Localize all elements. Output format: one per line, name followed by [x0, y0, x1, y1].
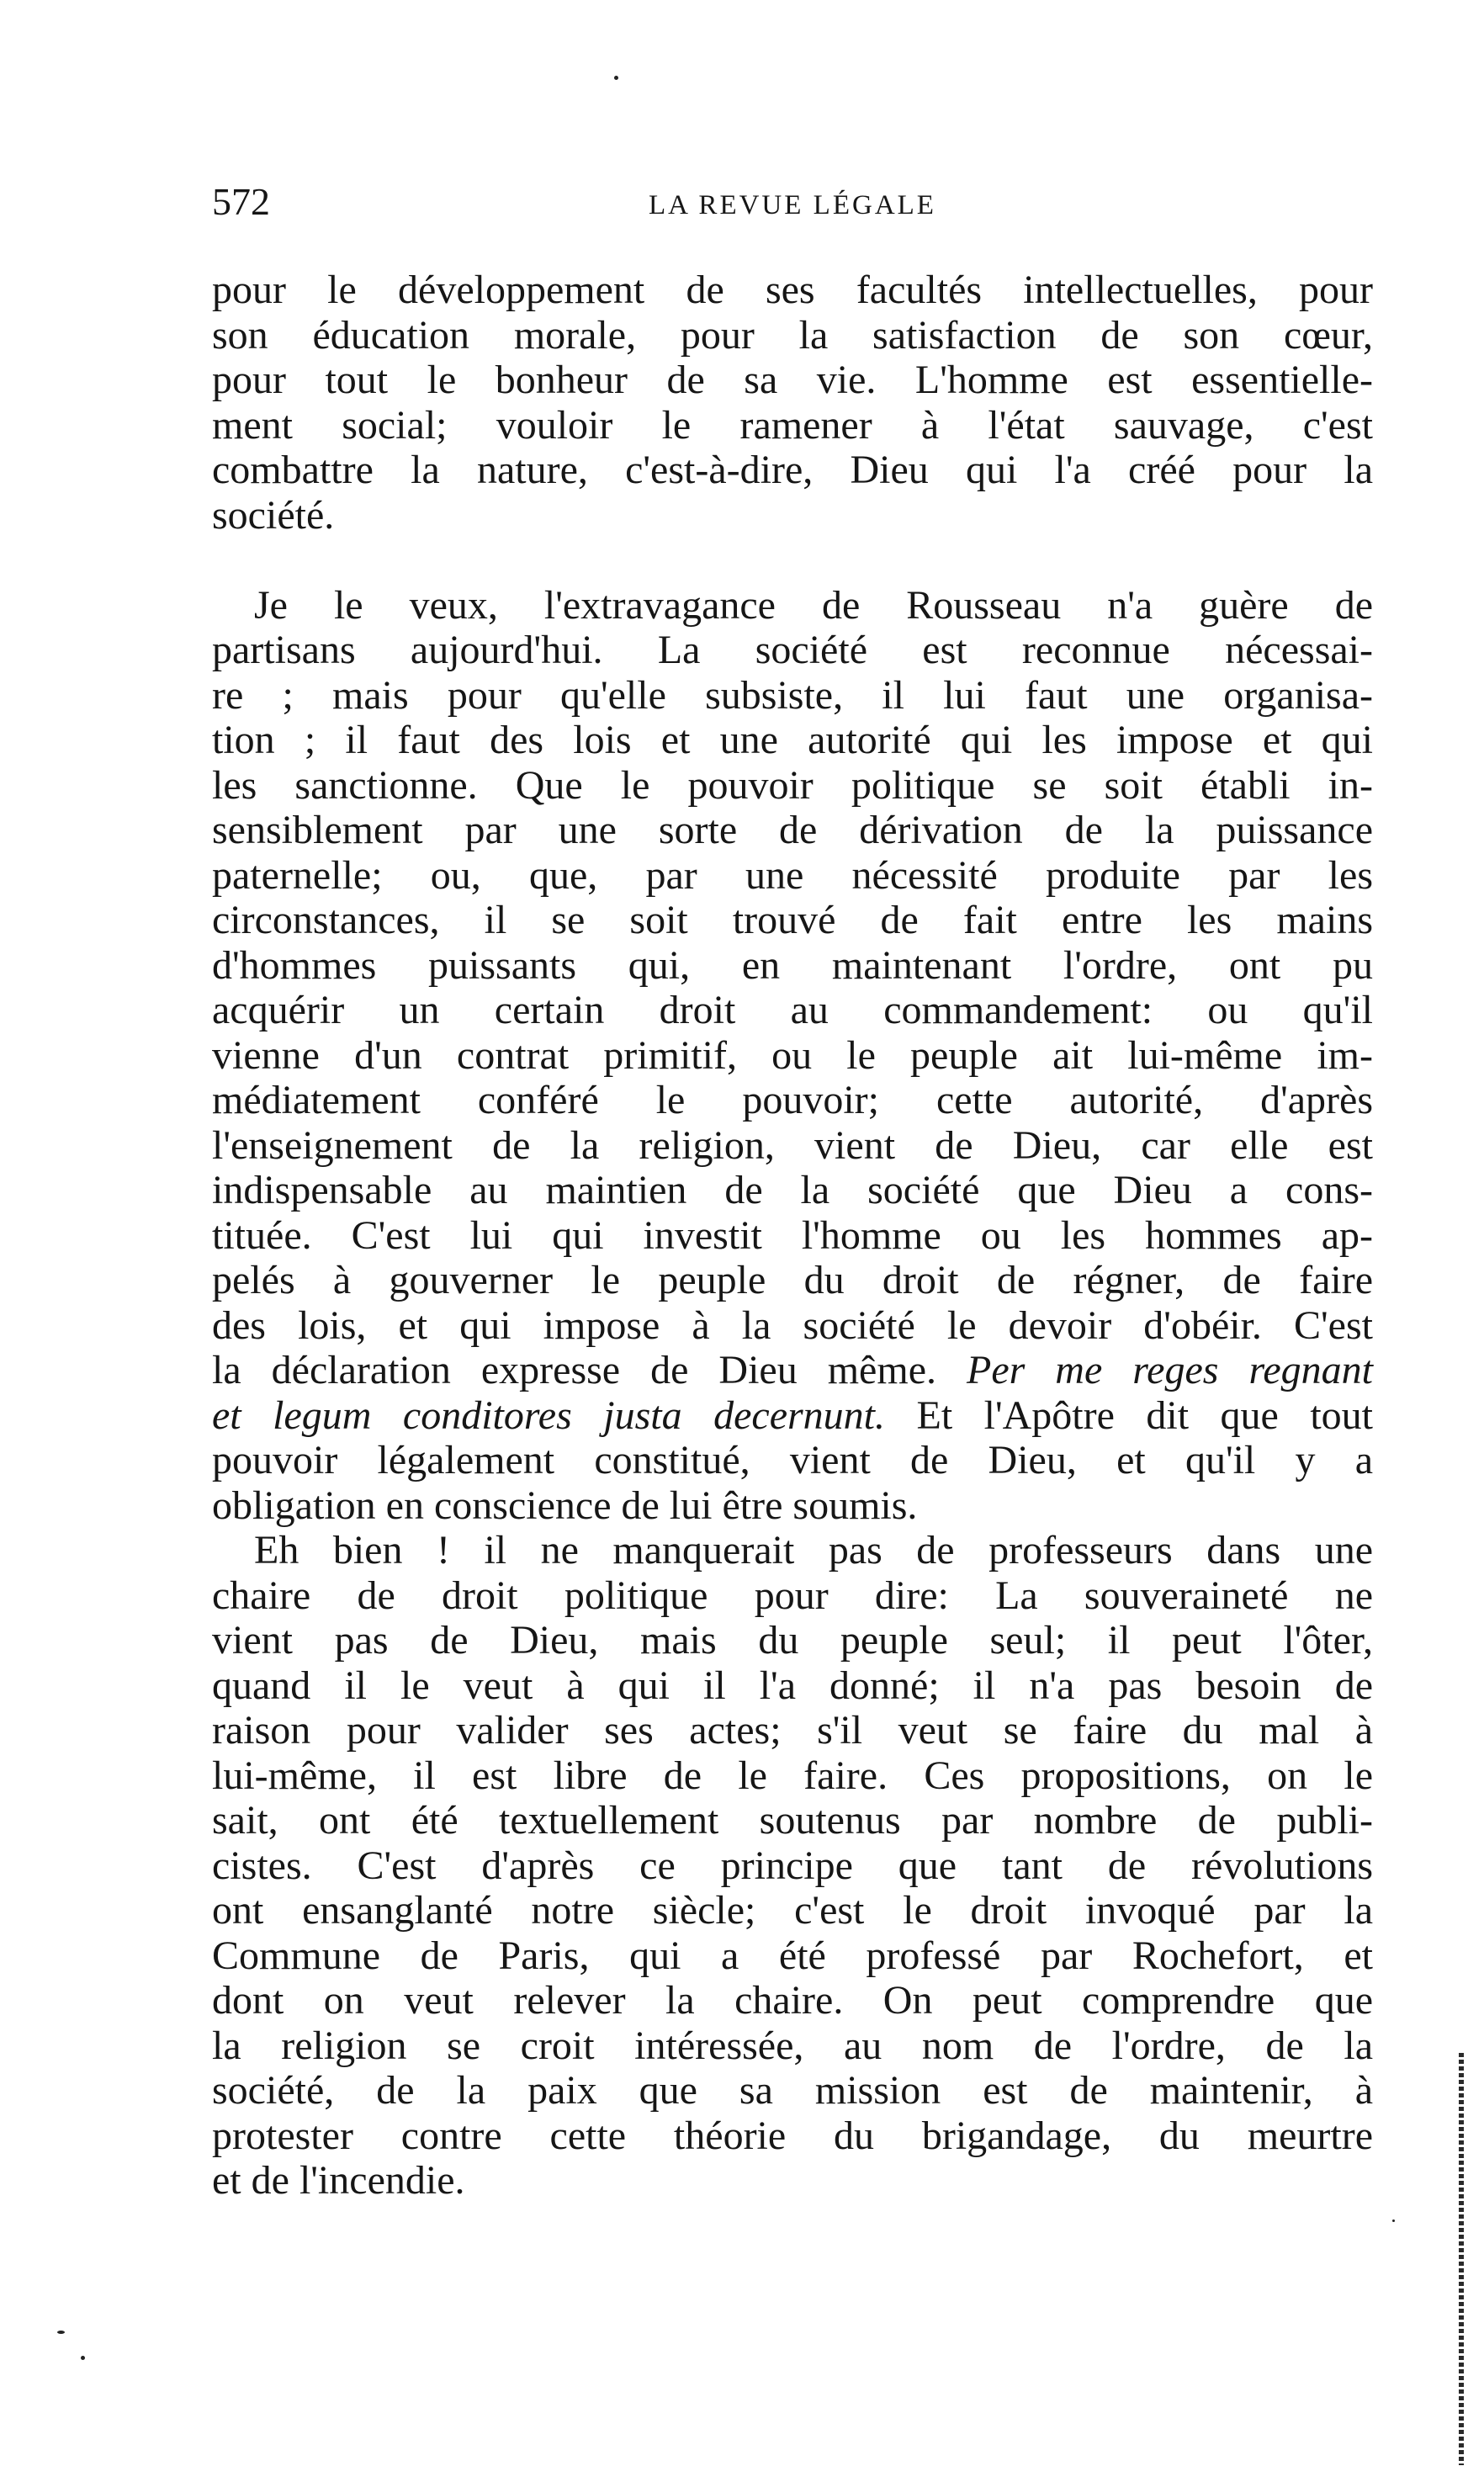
text-line: circonstances, il se soit trouvé de fait entre les mains	[212, 898, 1373, 942]
text-line: vient pas de Dieu, mais du peuple seul; il peut l'ôter,	[212, 1618, 1373, 1663]
text-line: quand il le veut à qui il l'a donné; il n'a pas besoin de	[212, 1663, 1373, 1708]
text-line: indispensable au maintien de la société que Dieu a cons-	[212, 1168, 1373, 1212]
text-line: acquérir un certain droit au commandement: ou qu'il	[212, 988, 1373, 1032]
text-line: combattre la nature, c'est-à-dire, Dieu qui l'a créé pour la	[212, 448, 1373, 492]
paragraph-1	[212, 268, 1373, 538]
body-text	[212, 268, 1373, 2204]
text-line: paternelle; ou, que, par une nécessité produite par les	[212, 852, 1373, 898]
text-line: ont ensanglanté notre siècle; c'est le droit invoqué par la	[212, 1888, 1373, 1933]
text-line: re ; mais pour qu'elle subsiste, il lui faut une organisa-	[212, 672, 1373, 718]
scan-speck	[614, 76, 618, 80]
text-line: raison pour valider ses actes; s'il veut se faire du mal à	[212, 1708, 1373, 1753]
scan-edge-marks	[1459, 2053, 1464, 2465]
text-line: partisans aujourd'hui. La société est reconnue nécessai-	[212, 628, 1373, 672]
paragraph-2	[212, 583, 1373, 1529]
text-line: pouvoir légalement constitué, vient de Dieu, et qu'il y a	[212, 1438, 1373, 1482]
scan-speck	[1392, 2219, 1395, 2222]
text-line: dont on veut relever la chaire. On peut comprendre que	[212, 1978, 1373, 2023]
scan-speck	[57, 2331, 65, 2334]
text-line: d'hommes puissants qui, en maintenant l'ordre, ont pu	[212, 942, 1373, 988]
text-line: obligation en conscience de lui être soumis.	[212, 1482, 918, 1528]
latin-quote-start: Per me reges regnant	[967, 1348, 1373, 1392]
text-line: pour tout le bonheur de sa vie. L'homme est essentielle-	[212, 358, 1373, 402]
text-line: tituée. C'est lui qui investit l'homme ou les hommes ap-	[212, 1212, 1373, 1258]
text-line: vienne d'un contrat primitif, ou le peuple ait lui-même im-	[212, 1032, 1373, 1078]
text-line: sensiblement par une sorte de dérivation de la puissance	[212, 808, 1373, 852]
text-line: lui-même, il est libre de le faire. Ces propositions, on le	[212, 1753, 1373, 1798]
text-line: tion ; il faut des lois et une autorité qui les impose et qui	[212, 718, 1373, 762]
text-line: société, de la paix que sa mission est de maintenir, à	[212, 2068, 1373, 2113]
text-line-with-quote	[212, 1393, 1373, 1439]
latin-quote-end: et legum conditores justa decernunt.	[212, 1392, 886, 1438]
text-line: et de l'incendie.	[212, 2158, 465, 2203]
running-title: LA REVUE LÉGALE	[649, 190, 936, 220]
text-line: pour le développement de ses facultés intellectuelles, pour	[212, 268, 1373, 312]
quote-follow: Et l'Apôtre dit que tout	[916, 1392, 1374, 1438]
text-line: pelés à gouverner le peuple du droit de régner, de faire	[212, 1258, 1373, 1302]
text-line: cistes. C'est d'après ce principe que tant de révolutions	[212, 1843, 1373, 1888]
text-line: sait, ont été textuellement soutenus par nombre de publi-	[212, 1798, 1373, 1843]
paragraph-gap	[212, 538, 1373, 583]
text-line: médiatement conféré le pouvoir; cette autorité, d'après	[212, 1078, 1373, 1122]
page-header	[212, 177, 1373, 227]
scan-speck	[81, 2356, 85, 2360]
text-line: Commune de Paris, qui a été professé par Rochefort, et	[212, 1933, 1373, 1978]
text-line: la religion se croit intéressée, au nom de l'ordre, de la	[212, 2023, 1373, 2068]
text-line: les sanctionne. Que le pouvoir politique se soit établi in-	[212, 762, 1373, 808]
text-line: ment social; vouloir le ramener à l'état sauvage, c'est	[212, 402, 1373, 448]
paragraph-3	[212, 1528, 1373, 2204]
text-line: société.	[212, 492, 335, 538]
text-line: l'enseignement de la religion, vient de Dieu, car elle est	[212, 1122, 1373, 1168]
text-line: Je le veux, l'extravagance de Rousseau n'a guère de	[254, 582, 1373, 628]
text-line: Eh bien ! il ne manquerait pas de professeurs dans une	[254, 1528, 1373, 1572]
page-number: 572	[212, 180, 270, 223]
text-line: protester contre cette théorie du brigandage, du meurtre	[212, 2113, 1373, 2158]
text-line: chaire de droit politique pour dire: La souveraineté ne	[212, 1572, 1373, 1618]
quote-intro: la déclaration expresse de Dieu même.	[212, 1348, 936, 1392]
text-line-with-quote	[212, 1348, 1373, 1393]
text-line: des lois, et qui impose à la société le devoir d'obéir. C'est	[212, 1302, 1373, 1348]
text-line: son éducation morale, pour la satisfaction de son cœur,	[212, 312, 1373, 358]
